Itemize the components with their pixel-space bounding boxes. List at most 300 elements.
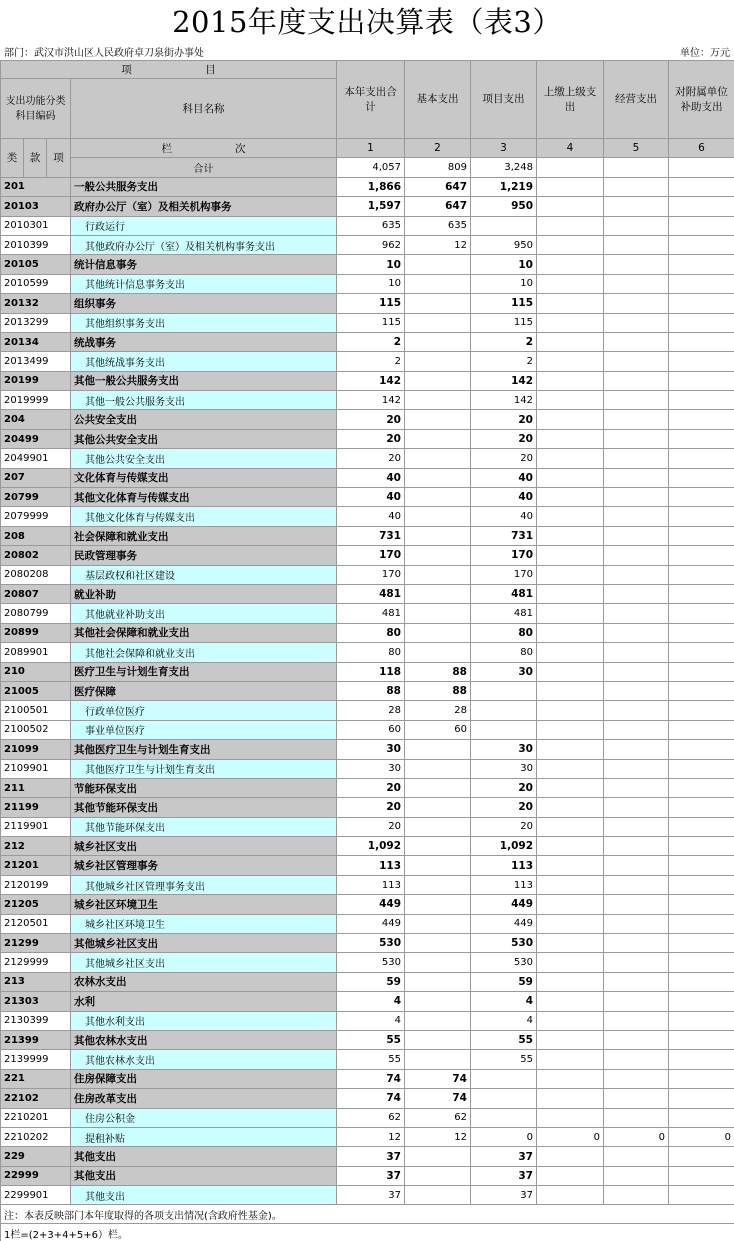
row-subject-name: 其他城乡社区支出 [71,934,337,953]
row-code: 2049901 [1,449,71,468]
row-value-v5 [604,197,669,216]
row-value-v2 [405,778,471,797]
row-value-v1: 74 [337,1069,405,1088]
row-value-v4 [537,313,604,332]
row-subject-name: 其他文化体育与传媒支出 [71,507,337,526]
row-value-v4 [537,604,604,623]
table-row [1,1166,734,1185]
row-code: 2120199 [1,875,71,894]
row-subject-name: 行政运行 [71,216,337,235]
row-code: 2010301 [1,216,71,235]
row-subject-name: 城乡社区环境卫生 [71,895,337,914]
row-value-v2 [405,798,471,817]
row-subject-name: 城乡社区环境卫生 [71,914,337,933]
expenditure-table [0,60,734,1241]
row-value-v5 [604,584,669,603]
row-code: 208 [1,526,71,545]
row-value-v1: 30 [337,740,405,759]
table-row [1,740,734,759]
table-row [1,992,734,1011]
row-value-v4 [537,274,604,293]
row-code: 2210202 [1,1127,71,1146]
row-value-v6 [669,488,734,507]
row-code: 20134 [1,332,71,351]
total-cell: 809 [405,158,471,177]
col-number-5: 5 [604,139,669,158]
table-row [1,313,734,332]
row-value-v2 [405,972,471,991]
row-value-v5 [604,1147,669,1166]
table-row [1,507,734,526]
row-value-v5 [604,488,669,507]
row-value-v5 [604,662,669,681]
row-code: 21303 [1,992,71,1011]
row-value-v6 [669,856,734,875]
row-code: 2100501 [1,701,71,720]
table-row [1,1147,734,1166]
row-value-v4 [537,1147,604,1166]
row-value-v2 [405,914,471,933]
table-row [1,1089,734,1108]
row-subject-name: 其他支出 [71,1147,337,1166]
row-value-v6 [669,953,734,972]
row-value-v1: 37 [337,1147,405,1166]
table-body [1,177,734,1205]
row-value-v3: 170 [471,565,537,584]
row-value-v3: 80 [471,623,537,642]
row-value-v1: 62 [337,1108,405,1127]
row-value-v2 [405,313,471,332]
row-value-v4 [537,197,604,216]
table-row [1,895,734,914]
row-value-v5 [604,720,669,739]
row-subject-name: 其他统战事务支出 [71,352,337,371]
row-value-v6 [669,197,734,216]
row-value-v5 [604,798,669,817]
row-subject-name: 其他医疗卫生与计划生育支出 [71,740,337,759]
row-subject-name: 民政管理事务 [71,546,337,565]
table-row [1,429,734,448]
row-value-v4 [537,895,604,914]
row-subject-name: 其他支出 [71,1166,337,1185]
row-value-v2 [405,934,471,953]
table-row [1,255,734,274]
row-value-v1: 113 [337,875,405,894]
col-number-1: 1 [337,139,405,158]
row-code: 21099 [1,740,71,759]
table-row [1,681,734,700]
row-value-v3: 40 [471,468,537,487]
row-subject-name: 其他节能环保支出 [71,798,337,817]
row-value-v3: 10 [471,274,537,293]
row-value-v5 [604,875,669,894]
col-header-2: 基本支出 [405,61,471,139]
row-value-v5 [604,953,669,972]
row-value-v6 [669,972,734,991]
row-value-v5 [604,565,669,584]
row-subject-name: 医疗保障 [71,681,337,700]
row-value-v6 [669,332,734,351]
row-value-v5 [604,1069,669,1088]
row-value-v6 [669,449,734,468]
row-value-v3: 115 [471,313,537,332]
row-subject-name: 提租补贴 [71,1127,337,1146]
row-value-v4 [537,565,604,584]
row-value-v2 [405,895,471,914]
row-code: 2019999 [1,391,71,410]
row-value-v1: 115 [337,294,405,313]
row-value-v6 [669,584,734,603]
row-code: 22999 [1,1166,71,1185]
table-row [1,274,734,293]
row-value-v4 [537,662,604,681]
table-row [1,953,734,972]
row-code: 2010599 [1,274,71,293]
row-value-v5 [604,526,669,545]
row-value-v6 [669,410,734,429]
row-value-v6 [669,1089,734,1108]
header-row-1 [1,61,734,79]
table-row [1,332,734,351]
row-code: 20103 [1,197,71,216]
row-value-v3: 20 [471,410,537,429]
table-row [1,798,734,817]
table-row [1,294,734,313]
row-value-v2 [405,526,471,545]
row-value-v6 [669,778,734,797]
row-value-v2 [405,332,471,351]
row-subject-name: 文化体育与传媒支出 [71,468,337,487]
row-value-v1: 20 [337,778,405,797]
row-value-v1: 170 [337,546,405,565]
row-code: 211 [1,778,71,797]
row-value-v3: 1,219 [471,177,537,196]
row-value-v6 [669,255,734,274]
row-value-v3: 37 [471,1186,537,1205]
row-value-v4 [537,1166,604,1185]
row-value-v1: 20 [337,429,405,448]
table-row [1,972,734,991]
row-value-v3: 20 [471,798,537,817]
row-value-v5: 0 [604,1127,669,1146]
row-value-v5 [604,235,669,254]
row-value-v1: 4 [337,992,405,1011]
row-value-v3: 30 [471,740,537,759]
row-value-v3: 10 [471,255,537,274]
row-value-v2 [405,274,471,293]
row-value-v4 [537,429,604,448]
row-value-v3: 37 [471,1147,537,1166]
row-subject-name: 医疗卫生与计划生育支出 [71,662,337,681]
row-code: 2120501 [1,914,71,933]
subject-name-header: 科目名称 [71,79,337,139]
row-value-v1: 481 [337,604,405,623]
row-subject-name: 其他节能环保支出 [71,817,337,836]
row-subject-name: 公共安全支出 [71,410,337,429]
row-value-v3: 4 [471,1011,537,1030]
row-value-v4 [537,934,604,953]
row-value-v6 [669,294,734,313]
row-value-v5 [604,371,669,390]
row-value-v6 [669,274,734,293]
row-value-v6 [669,1050,734,1069]
row-value-v5 [604,410,669,429]
col-number-4: 4 [537,139,604,158]
row-value-v2 [405,1147,471,1166]
row-code: 210 [1,662,71,681]
row-value-v3: 481 [471,584,537,603]
row-value-v3: 530 [471,953,537,972]
row-value-v2 [405,294,471,313]
row-value-v3: 0 [471,1127,537,1146]
row-value-v2 [405,1050,471,1069]
row-value-v4 [537,720,604,739]
row-subject-name: 其他一般公共服务支出 [71,371,337,390]
row-value-v6 [669,177,734,196]
row-value-v1: 530 [337,953,405,972]
row-subject-name: 其他水利支出 [71,1011,337,1030]
row-value-v5 [604,643,669,662]
col-number-6: 6 [669,139,734,158]
row-subject-name: 一般公共服务支出 [71,177,337,196]
row-value-v3: 1,092 [471,837,537,856]
row-value-v4 [537,759,604,778]
row-value-v2 [405,875,471,894]
row-value-v4 [537,817,604,836]
row-code: 2013299 [1,313,71,332]
row-value-v5 [604,546,669,565]
note-row [1,1224,734,1241]
table-row [1,449,734,468]
row-value-v5 [604,914,669,933]
row-value-v3: 20 [471,778,537,797]
row-value-v4 [537,449,604,468]
row-value-v4 [537,332,604,351]
table-row [1,817,734,836]
note-row [1,1205,734,1224]
row-value-v2: 647 [405,177,471,196]
row-value-v5 [604,1108,669,1127]
row-value-v1: 142 [337,391,405,410]
row-code: 2080208 [1,565,71,584]
row-code: 20802 [1,546,71,565]
row-code: 204 [1,410,71,429]
row-subject-name: 其他城乡社区支出 [71,953,337,972]
row-code: 2100502 [1,720,71,739]
row-value-v6 [669,1108,734,1127]
row-value-v5 [604,1011,669,1030]
row-value-v5 [604,895,669,914]
row-value-v2 [405,856,471,875]
row-subject-name: 水利 [71,992,337,1011]
row-value-v1: 30 [337,759,405,778]
row-value-v5 [604,468,669,487]
row-value-v2 [405,371,471,390]
row-value-v4 [537,177,604,196]
row-value-v4: 0 [537,1127,604,1146]
total-cell [537,158,604,177]
table-row [1,662,734,681]
row-value-v1: 170 [337,565,405,584]
row-value-v5 [604,352,669,371]
table-row [1,488,734,507]
table-row [1,468,734,487]
row-value-v5 [604,740,669,759]
row-value-v3: 80 [471,643,537,662]
row-code: 20199 [1,371,71,390]
row-value-v5 [604,817,669,836]
total-cell [604,158,669,177]
row-value-v1: 20 [337,410,405,429]
row-subject-name: 其他一般公共服务支出 [71,391,337,410]
row-value-v1: 10 [337,255,405,274]
row-value-v4 [537,1186,604,1205]
row-code: 212 [1,837,71,856]
row-subject-name: 就业补助 [71,584,337,603]
row-value-v3 [471,701,537,720]
table-row [1,778,734,797]
row-value-v5 [604,313,669,332]
row-value-v3: 449 [471,895,537,914]
row-value-v3: 20 [471,429,537,448]
col-header-1: 本年支出合计 [337,61,405,139]
row-code: 2299901 [1,1186,71,1205]
row-value-v6 [669,992,734,1011]
table-row [1,623,734,642]
row-value-v1: 12 [337,1127,405,1146]
table-row [1,1011,734,1030]
row-code: 21205 [1,895,71,914]
row-value-v6 [669,740,734,759]
row-subject-name: 其他文化体育与传媒支出 [71,488,337,507]
row-value-v6 [669,546,734,565]
row-value-v1: 40 [337,488,405,507]
row-value-v1: 28 [337,701,405,720]
table-row [1,371,734,390]
row-code: 21399 [1,1030,71,1049]
row-value-v3 [471,216,537,235]
row-value-v6 [669,216,734,235]
row-subject-name: 其他社会保障和就业支出 [71,643,337,662]
table-row [1,177,734,196]
row-value-v3: 142 [471,391,537,410]
row-value-v2: 12 [405,1127,471,1146]
row-value-v6 [669,371,734,390]
row-code: 20899 [1,623,71,642]
row-value-v6 [669,1186,734,1205]
row-value-v6 [669,759,734,778]
row-value-v2 [405,817,471,836]
row-value-v2 [405,604,471,623]
lei-header: 类 [1,139,24,178]
row-value-v4 [537,488,604,507]
row-value-v3: 113 [471,856,537,875]
row-value-v4 [537,740,604,759]
row-value-v6 [669,643,734,662]
row-value-v3: 30 [471,759,537,778]
row-value-v6 [669,681,734,700]
row-code: 2109901 [1,759,71,778]
row-value-v6 [669,914,734,933]
row-subject-name: 统战事务 [71,332,337,351]
row-value-v5 [604,972,669,991]
row-value-v4 [537,992,604,1011]
table-row [1,837,734,856]
row-value-v2 [405,740,471,759]
row-value-v4 [537,778,604,797]
row-value-v2 [405,1030,471,1049]
total-label: 合计 [71,158,337,177]
table-row [1,934,734,953]
row-value-v4 [537,1089,604,1108]
row-subject-name: 其他统计信息事务支出 [71,274,337,293]
row-value-v6 [669,352,734,371]
total-cell: 3,248 [471,158,537,177]
column-index-label: 栏 次 [71,139,337,158]
row-value-v1: 115 [337,313,405,332]
table-row [1,720,734,739]
row-value-v3: 142 [471,371,537,390]
row-value-v6 [669,1030,734,1049]
row-value-v2 [405,759,471,778]
row-value-v6 [669,701,734,720]
table-row [1,914,734,933]
table-row [1,197,734,216]
row-value-v2 [405,391,471,410]
row-code: 21201 [1,856,71,875]
table-row [1,391,734,410]
row-value-v1: 635 [337,216,405,235]
row-value-v3: 59 [471,972,537,991]
row-value-v3 [471,1069,537,1088]
row-value-v5 [604,255,669,274]
row-value-v3: 55 [471,1050,537,1069]
row-value-v3: 2 [471,332,537,351]
row-value-v1: 10 [337,274,405,293]
header-row-3 [1,139,734,158]
row-value-v4 [537,391,604,410]
row-value-v2: 74 [405,1089,471,1108]
row-code: 2129999 [1,953,71,972]
table-row [1,1030,734,1049]
row-value-v1: 88 [337,681,405,700]
row-value-v5 [604,507,669,526]
table-row [1,1069,734,1088]
row-value-v6 [669,526,734,545]
row-value-v6 [669,817,734,836]
row-value-v1: 481 [337,584,405,603]
row-value-v1: 59 [337,972,405,991]
row-value-v3: 40 [471,488,537,507]
row-value-v2 [405,953,471,972]
row-value-v4 [537,526,604,545]
row-value-v2 [405,1011,471,1030]
row-value-v6 [669,468,734,487]
col-header-3: 项目支出 [471,61,537,139]
table-row [1,584,734,603]
row-subject-name: 其他政府办公厅（室）及相关机构事务支出 [71,235,337,254]
row-value-v2 [405,837,471,856]
row-value-v6 [669,565,734,584]
note-text: 注：本表反映部门本年度取得的各项支出情况(含政府性基金)。 [1,1205,734,1224]
row-value-v2 [405,429,471,448]
row-value-v1: 530 [337,934,405,953]
row-value-v6 [669,837,734,856]
table-row [1,352,734,371]
row-value-v3: 4 [471,992,537,1011]
row-value-v3: 481 [471,604,537,623]
row-value-v6 [669,875,734,894]
